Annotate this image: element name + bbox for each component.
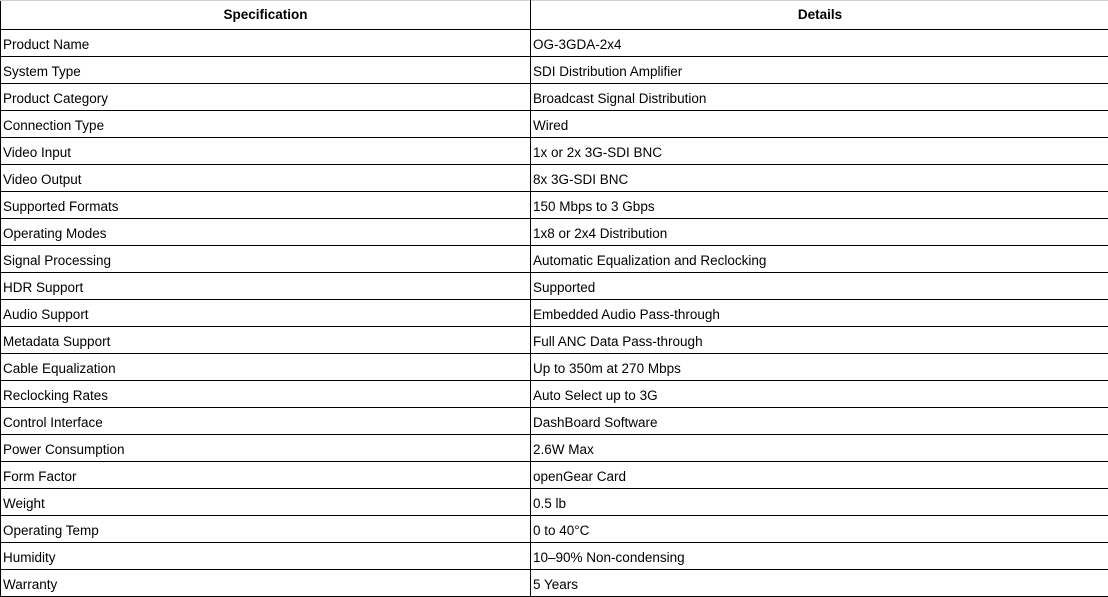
- spec-name: Form Factor: [3, 469, 77, 484]
- spec-name: Supported Formats: [3, 199, 119, 214]
- spec-name: Video Input: [3, 145, 71, 160]
- spec-name: Video Output: [3, 172, 82, 187]
- table-row: [1, 516, 1108, 543]
- spec-value: Supported: [533, 280, 595, 295]
- spec-name: Product Category: [3, 91, 108, 106]
- spec-value: 5 Years: [533, 577, 578, 592]
- table-row: [1, 543, 1108, 570]
- spec-name: Signal Processing: [3, 253, 111, 268]
- spec-value-cell: [531, 30, 1108, 57]
- spec-name: Operating Modes: [3, 226, 107, 241]
- spec-value-cell: [531, 165, 1108, 192]
- table-row: [1, 462, 1108, 489]
- spec-value-cell: [531, 570, 1108, 597]
- spec-name: Warranty: [3, 577, 57, 592]
- spec-name: System Type: [3, 64, 81, 79]
- table-row: [1, 381, 1108, 408]
- spec-name: Weight: [3, 496, 45, 511]
- spec-name-cell: [1, 219, 531, 246]
- spec-table-header: [1, 1, 1108, 30]
- spec-value: 150 Mbps to 3 Gbps: [533, 199, 655, 214]
- spec-name-cell: [1, 300, 531, 327]
- table-row: [1, 489, 1108, 516]
- spec-name-cell: [1, 246, 531, 273]
- spec-value: SDI Distribution Amplifier: [533, 64, 682, 79]
- table-row: [1, 165, 1108, 192]
- table-row: [1, 327, 1108, 354]
- spec-table-body: [1, 30, 1108, 597]
- table-row: [1, 30, 1108, 57]
- spec-name-cell: [1, 516, 531, 543]
- spec-value: DashBoard Software: [533, 415, 658, 430]
- header-specification: Specification: [1, 1, 531, 30]
- spec-value-cell: [531, 435, 1108, 462]
- spec-value-cell: [531, 462, 1108, 489]
- spec-name-cell: [1, 30, 531, 57]
- table-row: [1, 192, 1108, 219]
- spec-value-cell: [531, 408, 1108, 435]
- spec-name-cell: [1, 327, 531, 354]
- spec-name: Reclocking Rates: [3, 388, 108, 403]
- spec-name-cell: [1, 111, 531, 138]
- table-row: [1, 273, 1108, 300]
- spec-value: OG-3GDA-2x4: [533, 37, 622, 52]
- spec-name: Cable Equalization: [3, 361, 116, 376]
- spec-value: Broadcast Signal Distribution: [533, 91, 706, 106]
- spec-name-cell: [1, 138, 531, 165]
- spec-name: Connection Type: [3, 118, 104, 133]
- spec-value: 0 to 40°C: [533, 523, 589, 538]
- spec-name-cell: [1, 57, 531, 84]
- spec-value: Wired: [533, 118, 568, 133]
- table-row: [1, 57, 1108, 84]
- spec-value-cell: [531, 300, 1108, 327]
- table-row: [1, 138, 1108, 165]
- spec-value-cell: [531, 192, 1108, 219]
- table-row: [1, 408, 1108, 435]
- spec-name-cell: [1, 543, 531, 570]
- spec-name-cell: [1, 570, 531, 597]
- spec-value-cell: [531, 273, 1108, 300]
- spec-name-cell: [1, 165, 531, 192]
- table-row: [1, 111, 1108, 138]
- spec-name-cell: [1, 354, 531, 381]
- spec-name: Product Name: [3, 37, 89, 52]
- table-row: [1, 354, 1108, 381]
- spec-name-cell: [1, 381, 531, 408]
- spec-value-cell: [531, 84, 1108, 111]
- spec-value: Auto Select up to 3G: [533, 388, 658, 403]
- table-row: [1, 246, 1108, 273]
- spec-value: 1x8 or 2x4 Distribution: [533, 226, 667, 241]
- spec-name: Control Interface: [3, 415, 103, 430]
- header-row: [1, 1, 1108, 30]
- header-details: Details: [531, 1, 1108, 30]
- table-row: [1, 570, 1108, 597]
- spec-value-cell: [531, 111, 1108, 138]
- table-row: [1, 435, 1108, 462]
- spec-name: Metadata Support: [3, 334, 110, 349]
- spec-value: Automatic Equalization and Reclocking: [533, 253, 766, 268]
- spec-value: Up to 350m at 270 Mbps: [533, 361, 681, 376]
- spec-value: Embedded Audio Pass-through: [533, 307, 720, 322]
- spec-value-cell: [531, 543, 1108, 570]
- spec-value: 2.6W Max: [533, 442, 594, 457]
- spec-name-cell: [1, 489, 531, 516]
- spec-name-cell: [1, 273, 531, 300]
- spec-value: 1x or 2x 3G-SDI BNC: [533, 145, 662, 160]
- spec-value-cell: [531, 57, 1108, 84]
- spec-name: Power Consumption: [3, 442, 125, 457]
- spec-name: Operating Temp: [3, 523, 99, 538]
- spec-name-cell: [1, 435, 531, 462]
- spec-value: openGear Card: [533, 469, 626, 484]
- spec-name: HDR Support: [3, 280, 83, 295]
- spec-value-cell: [531, 219, 1108, 246]
- spec-name-cell: [1, 84, 531, 111]
- spec-value-cell: [531, 138, 1108, 165]
- table-row: [1, 300, 1108, 327]
- table-row: [1, 84, 1108, 111]
- spec-value: 0.5 lb: [533, 496, 566, 511]
- spec-value-cell: [531, 354, 1108, 381]
- table-row: [1, 219, 1108, 246]
- spec-value-cell: [531, 327, 1108, 354]
- spec-value-cell: [531, 516, 1108, 543]
- spec-name: Humidity: [3, 550, 56, 565]
- spec-name-cell: [1, 462, 531, 489]
- spec-name: Audio Support: [3, 307, 89, 322]
- spec-value: 10–90% Non-condensing: [533, 550, 685, 565]
- spec-value-cell: [531, 381, 1108, 408]
- spec-name-cell: [1, 192, 531, 219]
- spec-value: 8x 3G-SDI BNC: [533, 172, 628, 187]
- spec-value: Full ANC Data Pass-through: [533, 334, 703, 349]
- spec-value-cell: [531, 489, 1108, 516]
- spec-name-cell: [1, 408, 531, 435]
- spec-value-cell: [531, 246, 1108, 273]
